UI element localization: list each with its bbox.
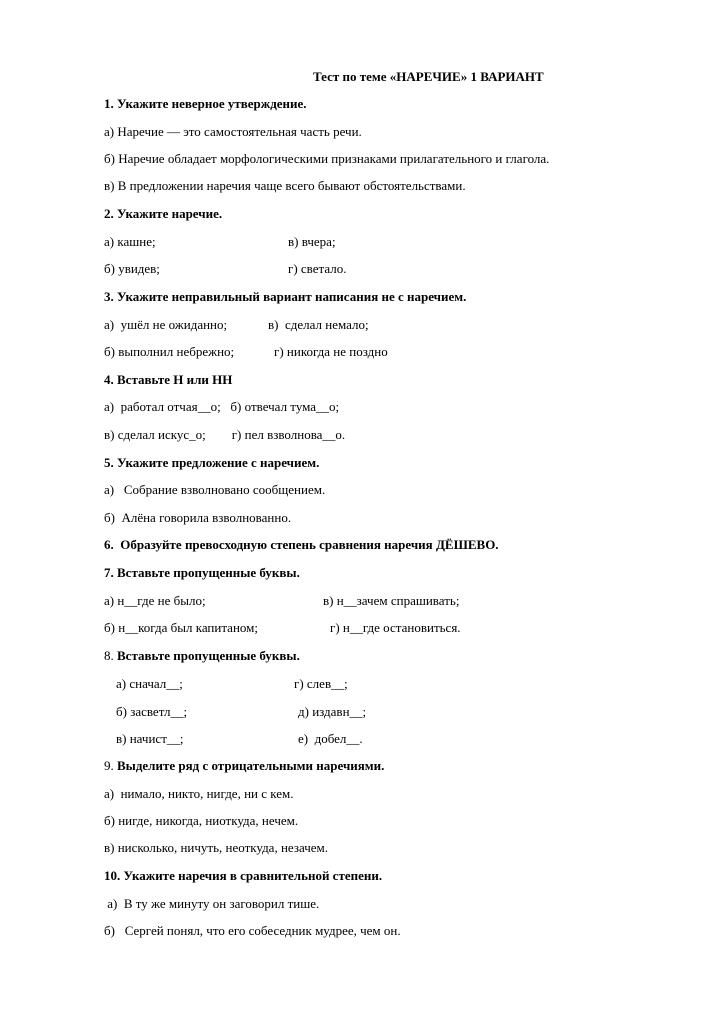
question-7-option-a: а) н__где не было; <box>104 593 206 608</box>
question-7-option-c: в) н__зачем спрашивать; <box>323 593 460 608</box>
question-4-options-row-1: а) работал отчая__о; б) отвечал тума__о; <box>104 399 340 414</box>
question-2-option-b: б) увидев; <box>104 261 160 276</box>
question-4-options-row-2: в) сделал искус_о; г) пел взволнова__о. <box>104 427 346 442</box>
question-8-option-b: б) засветл__; <box>116 704 188 719</box>
question-2-label: 2. Укажите наречие. <box>104 206 223 221</box>
question-8-text: Вставьте пропущенные буквы. <box>117 648 300 663</box>
question-9-text: Выделите ряд с отрицательными наречиями. <box>117 758 385 773</box>
question-10-label: 10. Укажите наречия в сравнительной степени. <box>104 868 383 883</box>
question-8-option-e: е) добел__. <box>298 731 363 746</box>
question-8-option-d: д) издавн__; <box>298 704 367 719</box>
question-6-label: 6. Образуйте превосходную степень сравнения наречия ДЁШЕВО. <box>104 537 499 552</box>
question-5-option-a: а) Собрание взволновано сообщением. <box>104 482 326 497</box>
question-9-number: 9. <box>104 758 117 773</box>
question-9-option-a: а) нимало, никто, нигде, ни с кем. <box>104 786 294 801</box>
question-1-option-a: а) Наречие — это самостоятельная часть речи. <box>104 124 362 139</box>
question-3-option-a: а) ушёл не ожиданно; <box>104 317 228 332</box>
question-8-number: 8. <box>104 648 117 663</box>
question-9-option-b: б) нигде, никогда, ниоткуда, нечем. <box>104 813 299 828</box>
page-title: Тест по теме «НАРЕЧИЕ» 1 ВАРИАНТ <box>313 69 544 84</box>
question-1-option-c: в) В предложении наречия чаще всего бывают обстоятельствами. <box>104 178 466 193</box>
question-5-option-b: б) Алёна говорила взволнованно. <box>104 510 292 525</box>
question-2-option-a: а) кашне; <box>104 234 156 249</box>
question-4-label: 4. Вставьте Н или НН <box>104 372 233 387</box>
question-7-option-b: б) н__когда был капитаном; <box>104 620 259 635</box>
question-7-label: 7. Вставьте пропущенные буквы. <box>104 565 300 580</box>
question-3-option-d: г) никогда не поздно <box>274 344 388 359</box>
question-3-option-c: в) сделал немало; <box>268 317 369 332</box>
question-8-option-a: а) сначал__; <box>116 676 183 691</box>
question-8-option-v: в) начист__; <box>116 731 184 746</box>
question-8-label <box>104 648 300 664</box>
question-10-option-b: б) Сергей понял, что его собеседник мудрее, чем он. <box>104 923 401 938</box>
question-10-option-a: а) В ту же минуту он заговорил тише. <box>104 896 320 911</box>
question-9-option-c: в) нисколько, ничуть, неоткуда, незачем. <box>104 840 329 855</box>
question-2-option-c: в) вчера; <box>288 234 336 249</box>
question-1-label: 1. Укажите неверное утверждение. <box>104 96 307 111</box>
question-3-option-b: б) выполнил небрежно; <box>104 344 235 359</box>
question-3-label: 3. Укажите неправильный вариант написания не с наречием. <box>104 289 467 304</box>
question-7-option-d: г) н__где остановиться. <box>330 620 461 635</box>
question-2-option-d: г) светало. <box>288 261 347 276</box>
question-1-option-b: б) Наречие обладает морфологическими признаками прилагательного и глагола. <box>104 151 550 166</box>
question-9-label <box>104 758 384 774</box>
question-8-option-g: г) слев__; <box>294 676 348 691</box>
question-5-label: 5. Укажите предложение с наречием. <box>104 455 320 470</box>
